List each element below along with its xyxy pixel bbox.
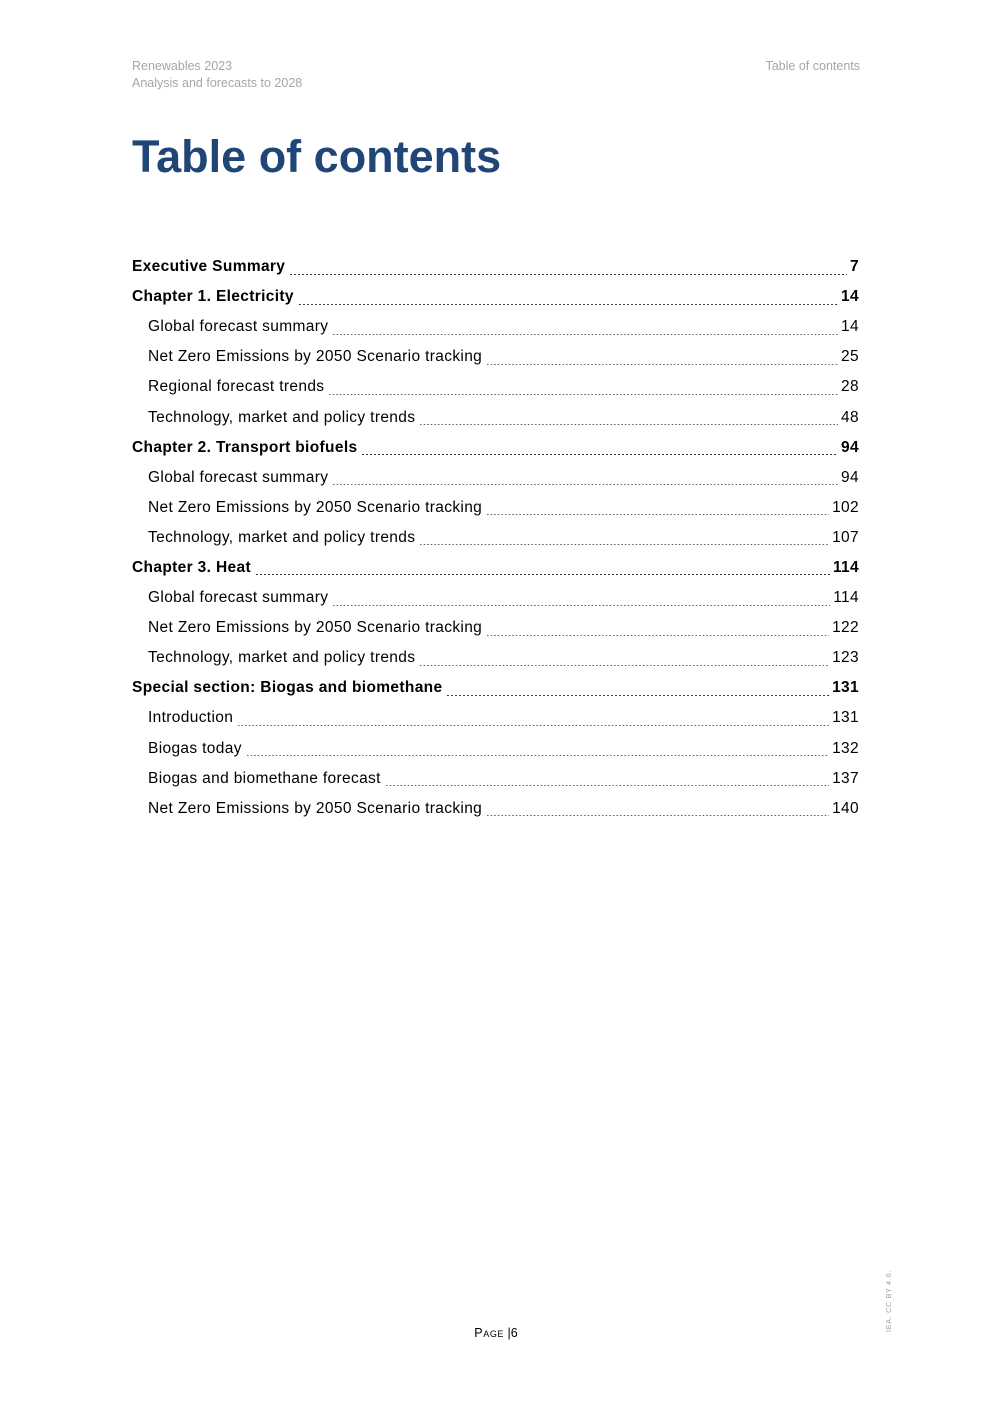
toc-dot-leader <box>332 484 838 485</box>
page-word: Page <box>474 1326 505 1340</box>
toc-entry-page-number: 122 <box>832 619 859 637</box>
toc-dot-leader <box>419 424 838 425</box>
toc-entry-label: Net Zero Emissions by 2050 Scenario tracking <box>148 498 483 516</box>
toc-entry-page-number: 114 <box>832 558 859 576</box>
toc-entry-label: Global forecast summary <box>148 468 329 486</box>
toc-chapter-entry[interactable] <box>132 673 859 703</box>
toc-entry-label: Regional forecast trends <box>148 378 325 396</box>
page-title: Table of contents <box>132 131 502 182</box>
toc-entry-label: Biogas today <box>148 739 242 757</box>
toc-entry-page-number: 48 <box>841 408 859 426</box>
toc-entry-page-number: 123 <box>832 649 859 667</box>
toc-section-entry[interactable] <box>132 372 859 402</box>
toc-section-entry[interactable] <box>132 764 859 794</box>
running-header <box>132 58 302 92</box>
toc-entry-page-number: 102 <box>832 498 859 516</box>
toc-section-entry[interactable] <box>132 794 859 824</box>
toc-section-entry[interactable] <box>132 402 859 432</box>
toc-entry-page-number: 140 <box>832 799 859 817</box>
toc-section-entry[interactable] <box>132 342 859 372</box>
toc-dot-leader <box>361 454 838 455</box>
toc-section-entry[interactable] <box>132 493 859 523</box>
toc-entry-page-number: 25 <box>841 348 859 366</box>
toc-entry-label: Global forecast summary <box>148 589 329 607</box>
report-title: Renewables 2023 <box>132 59 233 73</box>
toc-dot-leader <box>419 665 829 666</box>
page-number: 6 <box>510 1326 518 1340</box>
toc-dot-leader <box>237 725 829 726</box>
toc-entry-label: Technology, market and policy trends <box>148 649 416 667</box>
toc-dot-leader <box>328 394 838 395</box>
toc-chapter-entry[interactable] <box>132 433 859 463</box>
toc-dot-leader <box>486 815 829 816</box>
toc-dot-leader <box>298 304 838 305</box>
toc-entry-page-number: 28 <box>841 378 859 396</box>
toc-entry-label: Chapter 3. Heat <box>132 558 251 576</box>
toc-entry-label: Net Zero Emissions by 2050 Scenario tracking <box>148 799 483 817</box>
section-header: Table of contents <box>765 59 860 73</box>
toc-dot-leader <box>385 785 829 786</box>
toc-entry-label: Technology, market and policy trends <box>148 408 416 426</box>
table-of-contents <box>132 252 859 824</box>
toc-section-entry[interactable] <box>132 583 859 613</box>
toc-dot-leader <box>486 364 838 365</box>
toc-section-entry[interactable] <box>132 734 859 764</box>
toc-entry-page-number: 107 <box>832 528 859 546</box>
toc-entry-label: Executive Summary <box>132 258 286 276</box>
toc-section-entry[interactable] <box>132 703 859 733</box>
toc-chapter-entry[interactable] <box>132 553 859 583</box>
toc-dot-leader <box>486 514 829 515</box>
toc-dot-leader <box>419 544 829 545</box>
toc-entry-label: Net Zero Emissions by 2050 Scenario tracking <box>148 619 483 637</box>
toc-entry-label: Technology, market and policy trends <box>148 528 416 546</box>
toc-chapter-entry[interactable] <box>132 252 859 282</box>
toc-entry-page-number: 14 <box>841 318 859 336</box>
toc-dot-leader <box>486 635 829 636</box>
toc-dot-leader <box>289 274 847 275</box>
toc-dot-leader <box>332 605 830 606</box>
toc-dot-leader <box>446 695 829 696</box>
toc-entry-page-number: 132 <box>832 739 859 757</box>
page-footer <box>0 1326 992 1340</box>
toc-entry-page-number: 94 <box>841 468 859 486</box>
toc-dot-leader <box>332 334 838 335</box>
toc-entry-label: Global forecast summary <box>148 318 329 336</box>
toc-entry-label: Special section: Biogas and biomethane <box>132 679 443 697</box>
toc-entry-page-number: 131 <box>832 709 859 727</box>
toc-section-entry[interactable] <box>132 523 859 553</box>
toc-entry-page-number: 131 <box>832 679 859 697</box>
toc-entry-label: Chapter 2. Transport biofuels <box>132 438 358 456</box>
toc-entry-label: Chapter 1. Electricity <box>132 288 294 306</box>
toc-entry-page-number: 137 <box>832 769 859 787</box>
license-note: IEA. CC BY 4.0. <box>886 1269 893 1332</box>
page-separator: | <box>507 1326 511 1340</box>
toc-entry-page-number: 114 <box>833 589 859 607</box>
toc-entry-page-number: 94 <box>841 438 859 456</box>
toc-dot-leader <box>255 574 830 575</box>
toc-entry-label: Introduction <box>148 709 234 727</box>
toc-dot-leader <box>246 755 829 756</box>
toc-entry-page-number: 7 <box>850 258 859 276</box>
toc-section-entry[interactable] <box>132 463 859 493</box>
toc-entry-label: Biogas and biomethane forecast <box>148 769 381 787</box>
toc-section-entry[interactable] <box>132 613 859 643</box>
toc-chapter-entry[interactable] <box>132 282 859 312</box>
toc-section-entry[interactable] <box>132 643 859 673</box>
toc-entry-page-number: 14 <box>841 288 859 306</box>
toc-section-entry[interactable] <box>132 312 859 342</box>
report-subtitle: Analysis and forecasts to 2028 <box>132 76 303 90</box>
toc-entry-label: Net Zero Emissions by 2050 Scenario tracking <box>148 348 483 366</box>
